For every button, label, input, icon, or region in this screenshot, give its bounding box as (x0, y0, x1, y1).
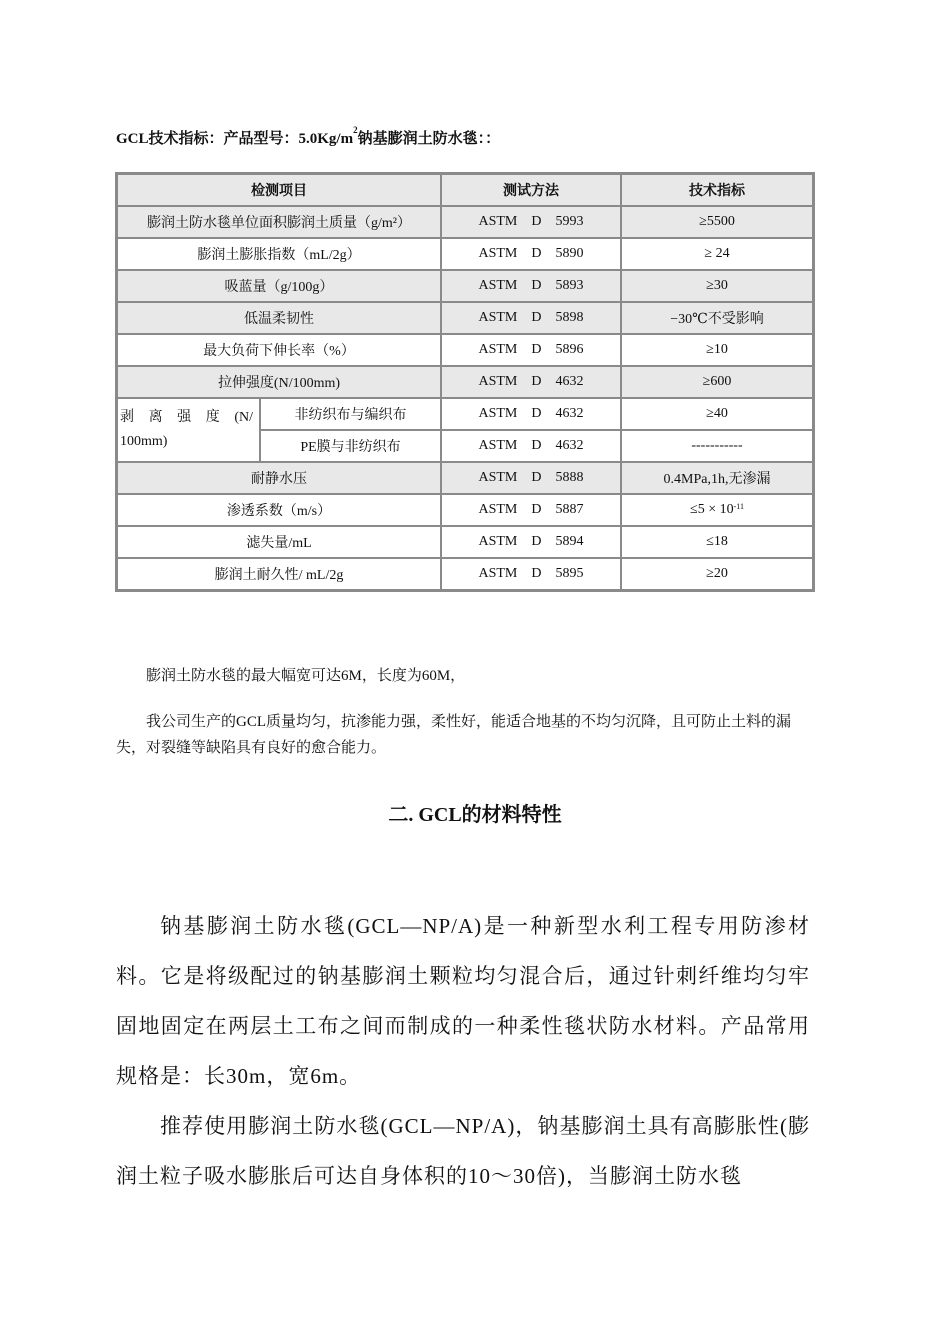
row-method: ASTM D 5895 (441, 558, 621, 590)
table-row (117, 366, 813, 398)
row-method: ASTM D 4632 (441, 366, 621, 398)
peel-strength-label: 剥 离 强 度 (N/ 100mm) (117, 398, 260, 462)
quality-note: 我公司生产的GCL质量均匀，抗渗能力强，柔性好，能适合地基的不均匀沉降，且可防止土料的漏失，对裂缝等缺陷具有良好的愈合能力。 (116, 714, 792, 756)
row-item: 低温柔韧性 (117, 302, 441, 334)
row-item: 渗透系数（m/s） (117, 494, 441, 526)
table-row (117, 526, 813, 558)
row-value: ≥40 (621, 398, 813, 430)
header-method: 测试方法 (441, 174, 621, 206)
row-value: ≥10 (621, 334, 813, 366)
row-item: 膨润土防水毯单位面积膨润土质量（g/m²） (117, 206, 441, 238)
row-method: ASTM D 5888 (441, 462, 621, 494)
row-method: ASTM D 4632 (441, 430, 621, 462)
section-heading: 二. GCL的材料特性 (388, 804, 562, 826)
row-value: $\le 5 \times 10^{-11}$ (621, 494, 813, 526)
row-value: ≤18 (621, 526, 813, 558)
table-row (117, 398, 813, 430)
row-item: 拉伸强度(N/100mm) (117, 366, 441, 398)
row-item: 滤失量/mL (117, 526, 441, 558)
spec-table (115, 172, 815, 592)
row-value: ≥30 (621, 270, 813, 302)
row-method: ASTM D 4632 (441, 398, 621, 430)
row-item: PE膜与非纺织布 (260, 430, 441, 462)
row-value: −30℃不受影响 (621, 302, 813, 334)
row-value: ----------- (621, 430, 813, 462)
row-method: ASTM D 5898 (441, 302, 621, 334)
size-note: 膨润土防水毯的最大幅宽可达6M，长度为60M， (146, 668, 466, 684)
section-paragraph-1: 钠基膨润土防水毯(GCL—NP/A)是一种新型水利工程专用防渗材料。它是将级配过的钠基膨润土颗粒均匀混合后，通过针刺纤维均匀牢固地固定在两层土工布之间而制成的一种柔性毯状防水材料。产品常用规格是：长30m，宽6m。 (116, 914, 810, 1088)
table-row (117, 206, 813, 238)
table-row (117, 270, 813, 302)
row-value: ≥5500 (621, 206, 813, 238)
row-method: ASTM D 5993 (441, 206, 621, 238)
row-item: 非纺织布与编织布 (260, 398, 441, 430)
row-item: 耐静水压 (117, 462, 441, 494)
section-paragraph-2: 推荐使用膨润土防水毯(GCL—NP/A)，钠基膨润土具有高膨胀性(膨润土粒子吸水膨胀后可达自身体积的10～30倍)，当膨润土防水毯 (116, 1114, 810, 1188)
row-method: ASTM D 5887 (441, 494, 621, 526)
row-item: 膨润土耐久性/ mL/2g (117, 558, 441, 590)
row-method: ASTM D 5890 (441, 238, 621, 270)
row-method: ASTM D 5896 (441, 334, 621, 366)
row-value: ≥600 (621, 366, 813, 398)
table-row (117, 462, 813, 494)
table-row (117, 494, 813, 526)
table-row (117, 334, 813, 366)
table-row (117, 238, 813, 270)
row-item: 吸蓝量（g/100g） (117, 270, 441, 302)
row-value: ≥20 (621, 558, 813, 590)
table-row (117, 302, 813, 334)
spec-title: GCL技术指标：产品型号：$5.0Kg/m^2$钠基膨润土防水毯：： (116, 125, 501, 147)
row-item: 膨润土膨胀指数（mL/2g） (117, 238, 441, 270)
header-item: 检测项目 (117, 174, 441, 206)
row-value: 0.4MPa,1h,无渗漏 (621, 462, 813, 494)
row-item: 最大负荷下伸长率（%） (117, 334, 441, 366)
header-value: 技术指标 (621, 174, 813, 206)
row-value: ≥ 24 (621, 238, 813, 270)
row-method: ASTM D 5894 (441, 526, 621, 558)
row-method: ASTM D 5893 (441, 270, 621, 302)
table-row (117, 558, 813, 590)
